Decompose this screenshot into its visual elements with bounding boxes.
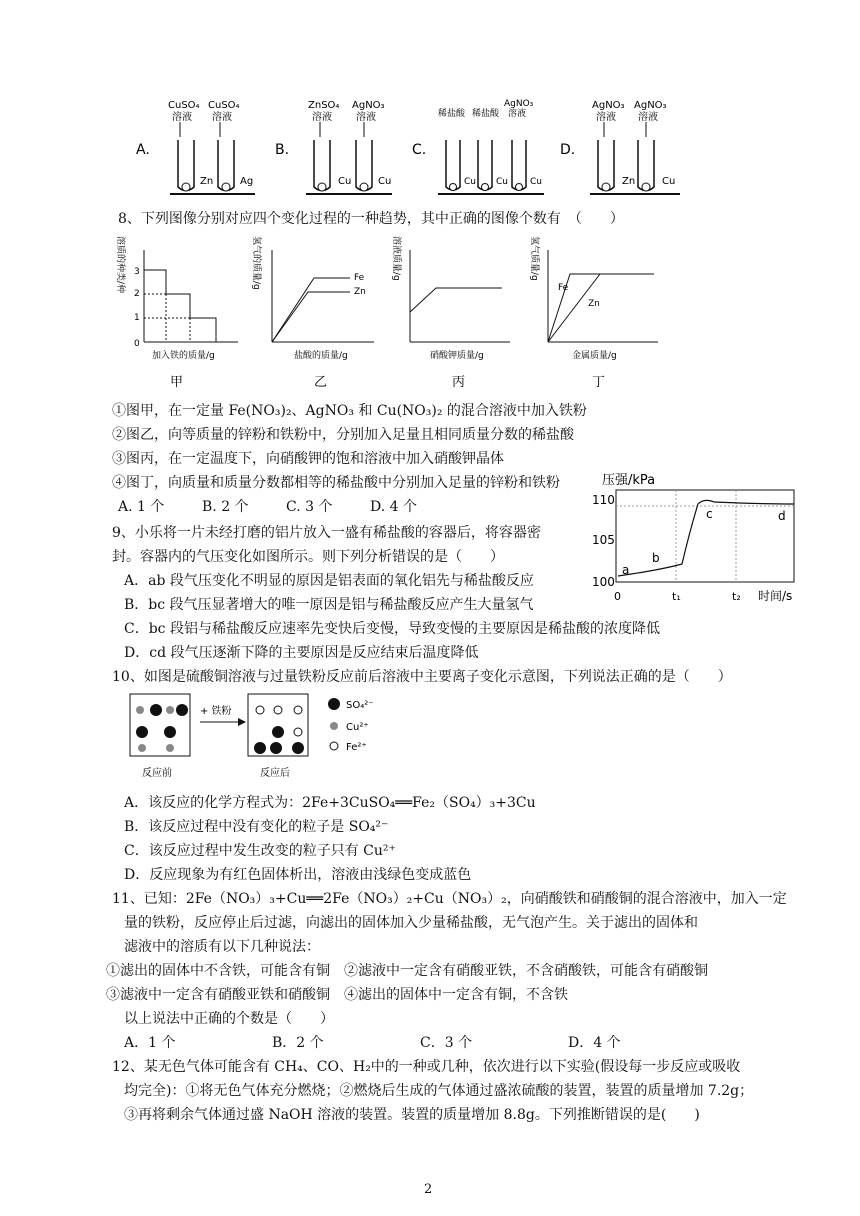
- q11-stem-line1: 11、已知：2Fe（NO₃）₃+Cu══2Fe（NO₃）₂+Cu（NO₃）₂，向硝酸铁和硝酸铜的混合溶液中，加入一定: [112, 891, 787, 907]
- svg-text:Cu: Cu: [530, 177, 542, 187]
- q8-choice-a: A. 1 个: [118, 499, 165, 515]
- svg-text:Cu: Cu: [378, 176, 392, 187]
- svg-text:CuSO₄: CuSO₄: [168, 100, 200, 111]
- svg-text:稀盐酸: 稀盐酸: [472, 109, 500, 119]
- q9-ytick-105: 105: [592, 533, 615, 547]
- svg-text:a: a: [622, 563, 630, 577]
- q10-choice-d: D．反应现象为有红色固体析出，溶液由浅绿色变成蓝色: [124, 867, 472, 883]
- q9-chart-xlabel: 时间/s: [758, 589, 793, 603]
- q12-stem-line2: 均完全)：①将无色气体充分燃烧；②燃烧后生成的气体通过盛浓硫酸的装置，装置的质量增加 7.2g；: [124, 1083, 754, 1099]
- svg-text:t₁: t₁: [672, 590, 681, 603]
- svg-text:金属质量/g: 金属质量/g: [572, 351, 617, 361]
- svg-text:丁: 丁: [592, 375, 606, 390]
- svg-text:丙: 丙: [452, 375, 466, 390]
- svg-text:0: 0: [134, 339, 140, 349]
- q9-choice-b: B．bc 段气压显著增大的唯一原因是铝与稀盐酸反应产生大量氢气: [124, 597, 534, 613]
- svg-text:SO₄²⁻: SO₄²⁻: [346, 700, 374, 711]
- q7-options: [120, 92, 740, 202]
- q10-stem: 10、如图是硫酸铜溶液与过量铁粉反应前后溶液中主要离子变化示意图，下列说法正确的是（ ）: [112, 669, 732, 685]
- svg-text:Fe: Fe: [558, 283, 569, 293]
- q11-choice-b: B．2 个: [272, 1035, 324, 1051]
- q10-after-label: 反应后: [260, 768, 290, 779]
- graph-yi: [251, 236, 374, 390]
- svg-text:稀盐酸: 稀盐酸: [438, 109, 466, 119]
- svg-text:AgNO₃: AgNO₃: [352, 100, 385, 111]
- svg-text:Fe: Fe: [354, 273, 365, 283]
- svg-text:溶液: 溶液: [356, 112, 376, 123]
- q9-ytick-110: 110: [592, 493, 615, 507]
- q11-choice-c: C．3 个: [420, 1035, 473, 1051]
- q10-before-label: 反应前: [142, 768, 172, 779]
- svg-text:Cu: Cu: [338, 176, 352, 187]
- svg-text:溶液: 溶液: [212, 112, 232, 123]
- svg-text:溶液: 溶液: [596, 112, 616, 123]
- q9-pressure-chart: [590, 470, 830, 606]
- q9-choice-d: D．cd 段气压逐渐下降的主要原因是反应结束后温度降低: [124, 645, 479, 661]
- q9-pressure-chart-svg: [590, 470, 830, 606]
- svg-text:AgNO₃: AgNO₃: [634, 100, 667, 111]
- q10-choice-b: B．该反应过程中没有变化的粒子是 SO₄²⁻: [124, 819, 389, 835]
- q10-ion-diagram: [126, 690, 446, 782]
- q8-item-1: ①图甲，在一定量 Fe(NO₃)₂、AgNO₃ 和 Cu(NO₃)₂ 的混合溶液中加入铁粉: [112, 403, 587, 419]
- svg-text:溶液: 溶液: [172, 112, 192, 123]
- q8-graphs-svg: [115, 232, 678, 392]
- q8-stem: 8、下列图像分别对应四个变化过程的一种趋势，其中正确的图像个数有 （ ）: [118, 211, 624, 227]
- q11-items-1-2: ①滤出的固体中不含铁，可能含有铜 ②滤液中一定含有硝酸亚铁，不含硝酸铁，可能含有硝酸铜: [106, 963, 708, 979]
- q12-stem-line3: ③再将剩余气体通过盛 NaOH 溶液的装置。装置的质量增加 8.8g。下列推断错误的是( ): [124, 1107, 700, 1123]
- svg-text:甲: 甲: [170, 375, 184, 390]
- svg-text:ZnSO₄: ZnSO₄: [308, 100, 340, 111]
- svg-text:0: 0: [614, 590, 621, 603]
- svg-text:氢气的质量/g: 氢气的质量/g: [251, 236, 261, 290]
- svg-text:Zn: Zn: [622, 176, 636, 187]
- q7-option-a-letter: A.: [136, 142, 150, 158]
- q8-item-2: ②图乙，向等质量的锌粉和铁粉中，分别加入足量且相同质量分数的稀盐酸: [112, 427, 574, 443]
- svg-text:加入铁的质量/g: 加入铁的质量/g: [152, 351, 215, 361]
- svg-text:AgNO₃: AgNO₃: [504, 99, 534, 109]
- svg-text:Ag: Ag: [240, 176, 254, 187]
- svg-text:盐酸的质量/g: 盐酸的质量/g: [294, 351, 348, 361]
- q9-stem-line2: 封。容器内的气压变化如图所示。则下列分析错误的是（ ）: [112, 549, 504, 565]
- graph-jia: [115, 236, 238, 390]
- svg-text:d: d: [778, 509, 786, 523]
- q11-items-3-4: ③滤液中一定含有硝酸亚铁和硝酸铜 ④滤出的固体中一定含有铜，不含铁: [106, 987, 568, 1003]
- q9-choice-c: C．bc 段铝与稀盐酸反应速率先变快后变慢，导致变慢的主要原因是稀盐酸的浓度降低: [124, 621, 660, 637]
- q9-choice-a: A．ab 段气压变化不明显的原因是铝表面的氧化铝先与稀盐酸反应: [124, 573, 534, 589]
- svg-text:Cu: Cu: [662, 176, 676, 187]
- svg-text:溶液质量/g: 溶液质量/g: [391, 236, 401, 281]
- q10-choice-a: A．该反应的化学方程式为：2Fe+3CuSO₄══Fe₂（SO₄）₃+3Cu: [124, 795, 536, 811]
- q8-graphs: [115, 232, 678, 392]
- q12-stem-line1: 12、某无色气体可能含有 CH₄、CO、H₂中的一种或几种，依次进行以下实验(假设每一步反应或吸收: [112, 1059, 741, 1075]
- svg-text:Zn: Zn: [588, 299, 600, 309]
- svg-text:c: c: [706, 507, 713, 521]
- q8-item-4: ④图丁，向质量和质量分数都相等的稀盐酸中分别加入足量的锌粉和铁粉: [112, 475, 560, 491]
- svg-text:溶液: 溶液: [508, 109, 527, 119]
- q10-choice-c: C．该反应过程中发生改变的粒子只有 Cu²⁺: [124, 843, 396, 859]
- q10-arrow-label: + 铁粉: [200, 706, 232, 717]
- svg-text:硝酸钾质量/g: 硝酸钾质量/g: [430, 351, 484, 361]
- q11-choice-a: A．1 个: [124, 1035, 176, 1051]
- svg-text:3: 3: [134, 267, 140, 277]
- svg-text:1: 1: [134, 313, 140, 323]
- svg-text:Fe²⁺: Fe²⁺: [346, 742, 367, 753]
- q8-choice-d: D. 4 个: [370, 499, 417, 515]
- svg-text:Zn: Zn: [354, 287, 366, 297]
- q8-choice-b: B. 2 个: [202, 499, 249, 515]
- svg-text:溶液: 溶液: [638, 112, 658, 123]
- svg-text:Cu: Cu: [496, 177, 508, 187]
- q8-item-3: ③图丙，在一定温度下，向硝酸钾的饱和溶液中加入硝酸钾晶体: [112, 451, 504, 467]
- svg-text:溶质的种类/种: 溶质的种类/种: [115, 236, 125, 294]
- svg-text:溶液: 溶液: [312, 112, 332, 123]
- svg-text:Cu: Cu: [464, 177, 476, 187]
- svg-text:Zn: Zn: [200, 176, 214, 187]
- q11-stem-line3: 滤液中的溶质有以下几种说法：: [124, 939, 320, 955]
- page-number: 2: [424, 1182, 433, 1197]
- q8-choice-c: C. 3 个: [286, 499, 333, 515]
- svg-text:氢气质量/g: 氢气质量/g: [529, 236, 539, 281]
- graph-ding: [529, 236, 658, 390]
- svg-text:Cu²⁺: Cu²⁺: [346, 722, 369, 733]
- svg-text:t₂: t₂: [732, 590, 741, 603]
- q9-stem-line1: 9、小乐将一片未经打磨的铝片放入一盛有稀盐酸的容器后，将容器密: [112, 525, 541, 541]
- q9-chart-ylabel: 压强/kPa: [602, 473, 656, 488]
- q10-ion-diagram-svg: [126, 690, 446, 782]
- q11-ask: 以上说法中正确的个数是（ ）: [124, 1011, 334, 1027]
- svg-text:乙: 乙: [314, 375, 328, 390]
- q11-stem-line2: 量的铁粉，反应停止后过滤，向滤出的固体加入少量稀盐酸，无气泡产生。关于滤出的固体和: [124, 915, 698, 931]
- svg-text:b: b: [652, 551, 660, 565]
- graph-bing: [391, 236, 510, 390]
- q7-option-b-letter: B.: [275, 142, 290, 158]
- q7-test-tube-diagrams: [120, 92, 740, 202]
- q7-option-d-letter: D.: [560, 142, 576, 158]
- q11-choice-d: D．4 个: [568, 1035, 621, 1051]
- q9-ytick-100: 100: [592, 575, 615, 589]
- q7-option-c-letter: C.: [412, 142, 427, 158]
- svg-text:2: 2: [134, 289, 140, 299]
- svg-text:CuSO₄: CuSO₄: [208, 100, 240, 111]
- svg-text:AgNO₃: AgNO₃: [592, 100, 625, 111]
